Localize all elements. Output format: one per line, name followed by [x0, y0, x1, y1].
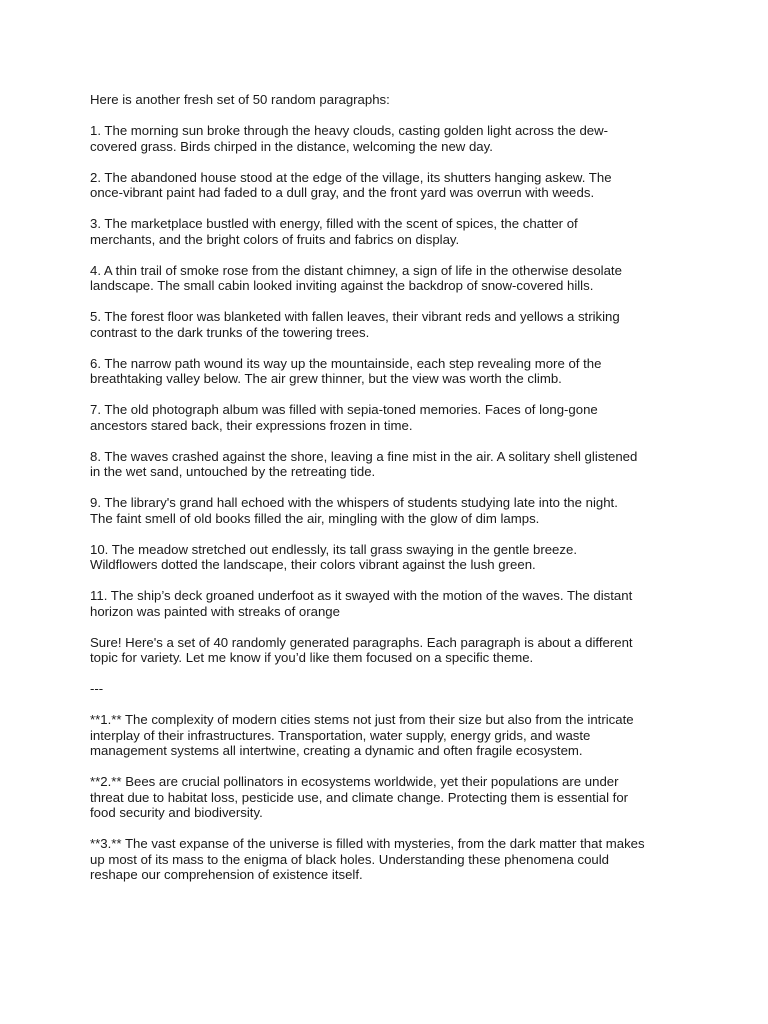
paragraph-4: 4. A thin trail of smoke rose from the distant chimney, a sign of life in the otherwise desolate landscape. The small cabin looked inviting against the backdrop of snow-covered hills.	[90, 262, 622, 293]
bold-paragraph-1: **1.** The complexity of modern cities stems not just from their size but also from the intricate interplay of their infrastructures. Transportation, water supply, energy grids, and waste management systems all intertwine, creating a dynamic and often fragile ecosystem.	[90, 712, 634, 758]
intro-line: Here is another fresh set of 50 random paragraphs:	[90, 92, 390, 107]
paragraph-8: 8. The waves crashed against the shore, leaving a fine mist in the air. A solitary shell glistened in the wet sand, untouched by the retreating tide.	[90, 448, 638, 479]
paragraph-2: 2. The abandoned house stood at the edge of the village, its shutters hanging askew. The once-vibrant paint had faded to a dull gray, and the front yard was overrun with weeds.	[90, 169, 612, 200]
paragraph-10: 10. The meadow stretched out endlessly, its tall grass swaying in the gentle breeze. Wildflowers dotted the landscape, their colors vibrant against the lush green.	[90, 541, 577, 572]
bold-paragraph-3: **3.** The vast expanse of the universe is filled with mysteries, from the dark matter that makes up most of its mass to the enigma of black holes. Understanding these phenomena could reshape our comprehension of existence itself.	[90, 836, 645, 882]
bold-paragraph-2: **2.** Bees are crucial pollinators in ecosystems worldwide, yet their populations are under threat due to habitat loss, pesticide use, and climate change. Protecting them is essential for food security and biodiversity.	[90, 774, 629, 820]
separator: ---	[90, 681, 104, 696]
paragraph-7: 7. The old photograph album was filled with sepia-toned memories. Faces of long-gone ancestors stared back, their expressions frozen in time.	[90, 402, 598, 433]
paragraph-11: 11. The ship’s deck groaned underfoot as it swayed with the motion of the waves. The distant horizon was painted with streaks of orange	[90, 588, 633, 619]
paragraph-9: 9. The library's grand hall echoed with the whispers of students studying late into the night. The faint smell of old books filled the air, mingling with the glow of dim lamps.	[90, 495, 618, 526]
paragraph-6: 6. The narrow path wound its way up the mountainside, each step revealing more of the breathtaking valley below. The air grew thinner, but the view was worth the climb.	[90, 355, 602, 386]
paragraph-5: 5. The forest floor was blanketed with fallen leaves, their vibrant reds and yellows a striking contrast to the dark trunks of the towering trees.	[90, 309, 620, 340]
paragraph-1: 1. The morning sun broke through the heavy clouds, casting golden light across the dew- covered grass. Birds chirped in the distance, welcoming the new day.	[90, 123, 609, 154]
document-body	[90, 92, 690, 898]
paragraph-3: 3. The marketplace bustled with energy, filled with the scent of spices, the chatter of merchants, and the bright colors of fruits and fabrics on display.	[90, 216, 578, 247]
second-intro: Sure! Here's a set of 40 randomly generated paragraphs. Each paragraph is about a different topic for variety. Let me know if you’d like them focused on a specific theme.	[90, 634, 633, 665]
